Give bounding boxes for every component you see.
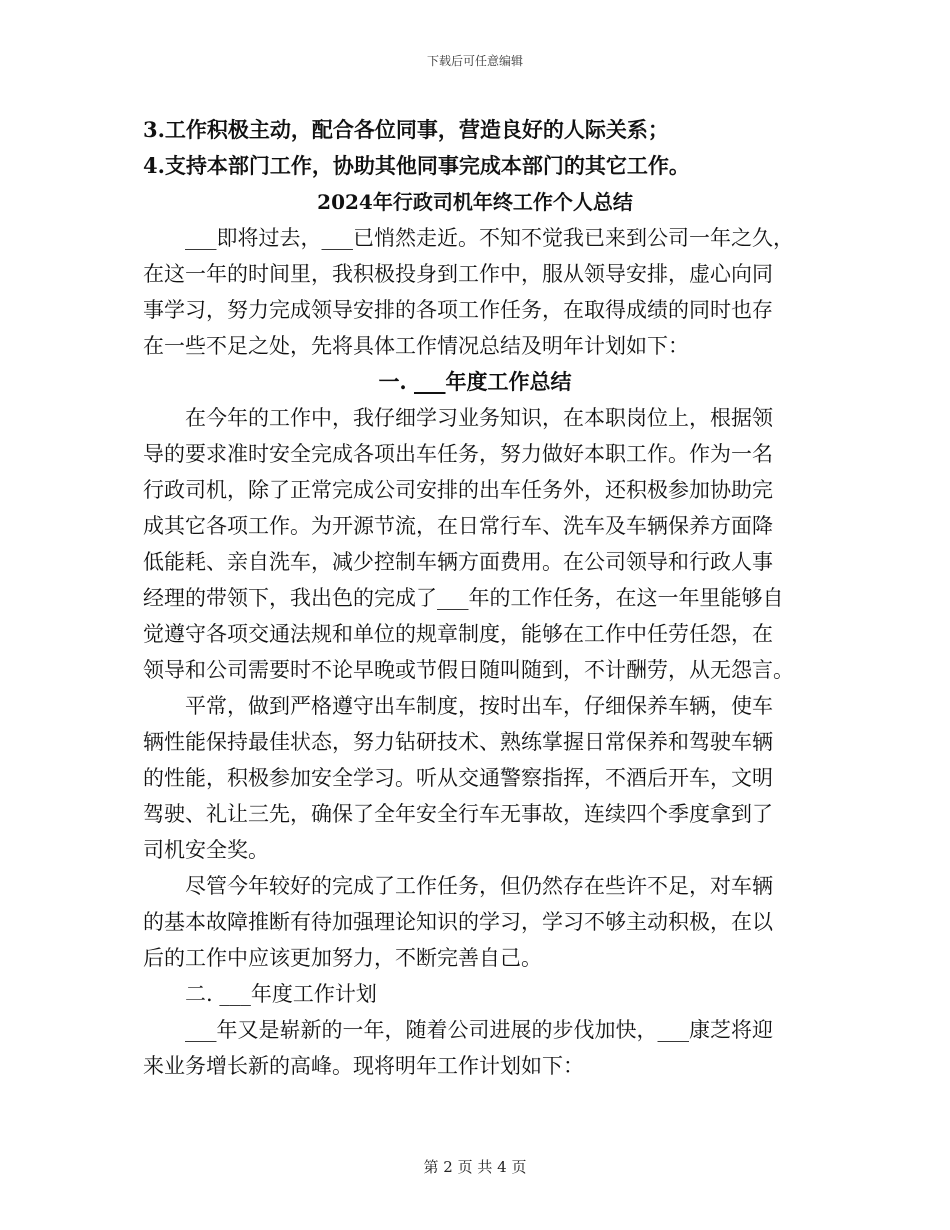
paragraph-line: 觉遵守各项交通法规和单位的规章制度，能够在工作中任劳任怨，在 <box>143 622 773 646</box>
section-heading-2: 二. ___年度工作计划 <box>185 982 377 1006</box>
paragraph-line: 在这一年的时间里，我积极投身到工作中，服从领导安排，虚心向同 <box>143 262 773 286</box>
paragraph-line: 司机安全奖。 <box>143 838 269 862</box>
paragraph-line: 事学习，努力完成领导安排的各项工作任务，在取得成绩的同时也存 <box>143 298 773 322</box>
paragraph-line: ___年又是崭新的一年，随着公司进展的步伐加快，___康芝将迎 <box>185 1018 773 1042</box>
page-footer: 第 2 页 共 4 页 <box>423 1158 527 1176</box>
paragraph-line: 驾驶、礼让三先，确保了全年安全行车无事故，连续四个季度拿到了 <box>143 802 773 826</box>
paragraph-line: ___即将过去，___已悄然走近。不知不觉我已来到公司一年之久， <box>185 226 794 250</box>
paragraph-line: 平常，做到严格遵守出车制度，按时出车，仔细保养车辆，使车 <box>185 694 773 718</box>
paragraph-line: 的性能，积极参加安全学习。听从交通警察指挥，不酒后开车，文明 <box>143 766 773 790</box>
paragraph-line: 行政司机，除了正常完成公司安排的出车任务外，还积极参加协助完 <box>143 478 773 502</box>
paragraph-line: 在一些不足之处，先将具体工作情况总结及明年计划如下： <box>143 334 689 358</box>
list-item-4: 4.支持本部门工作，协助其他同事完成本部门的其它工作。 <box>143 153 690 178</box>
paragraph-line: 经理的带领下，我出色的完成了___年的工作任务，在这一年里能够自 <box>143 586 784 610</box>
paragraph-line: 辆性能保持最佳状态，努力钻研技术、熟练掌握日常保养和驾驶车辆 <box>143 730 773 754</box>
paragraph-line: 的基本故障推断有待加强理论知识的学习，学习不够主动积极，在以 <box>143 910 773 934</box>
paragraph-line: 后的工作中应该更加努力，不断完善自己。 <box>143 946 542 970</box>
page-header: 下载后可任意编辑 <box>426 54 523 68</box>
document-title: 2024年行政司机年终工作个人总结 <box>317 190 633 214</box>
paragraph-line: 来业务增长新的高峰。现将明年工作计划如下： <box>143 1054 584 1078</box>
paragraph-line: 在今年的工作中，我仔细学习业务知识，在本职岗位上，根据领 <box>185 406 773 430</box>
list-item-3: 3.工作积极主动，配合各位同事，营造良好的人际关系； <box>143 117 669 142</box>
paragraph-line: 成其它各项工作。为开源节流，在日常行车、洗车及车辆保养方面降 <box>143 514 773 538</box>
paragraph-line: 领导和公司需要时不论早晚或节假日随叫随到，不计酬劳，从无怨言。 <box>143 658 794 682</box>
paragraph-line: 低能耗、亲自洗车，减少控制车辆方面费用。在公司领导和行政人事 <box>143 550 773 574</box>
paragraph-line: 导的要求准时安全完成各项出车任务，努力做好本职工作。作为一名 <box>143 442 773 466</box>
document-body <box>143 112 807 1084</box>
section-heading-1: 一. ___年度工作总结 <box>378 369 572 394</box>
paragraph-line: 尽管今年较好的完成了工作任务，但仍然存在些许不足，对车辆 <box>185 874 773 898</box>
